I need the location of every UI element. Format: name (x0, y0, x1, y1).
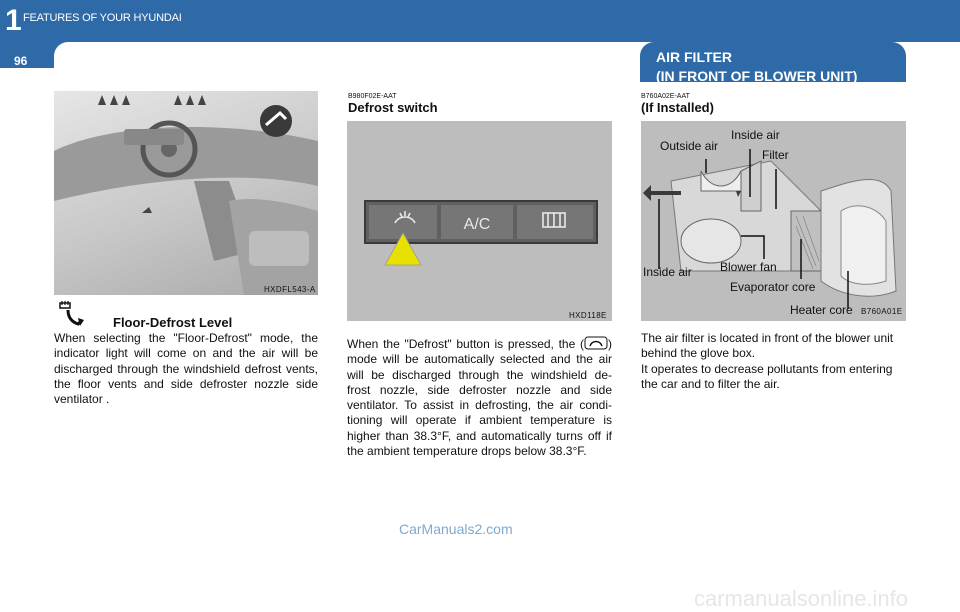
image-code-1: HXDFL543-A (264, 285, 316, 294)
image-code-2: HXD118E (569, 311, 607, 320)
label-outside-air: Outside air (660, 139, 719, 153)
air-filter-title (656, 48, 857, 86)
label-filter: Filter (762, 148, 789, 162)
watermark-carmanualsonline: carmanualsonline.info (694, 586, 909, 611)
floor-defrost-subtitle: Floor-Defrost Level (113, 315, 233, 330)
switch-panel-drawing (347, 121, 612, 321)
chapter-title: FEATURES OF YOUR HYUNDAI (23, 12, 182, 24)
label-inside-air-left: Inside air (643, 265, 692, 279)
dashboard-illustration (54, 91, 318, 295)
watermark-carmanuals2[interactable]: CarManuals2.com (399, 521, 513, 537)
floor-defrost-text: When selecting the "Floor-Defrost" mode, the indicator light will come on and the air will be discharged through the windshield defrost vents, the floor vents and side defroster nozzle side ventilator . (54, 331, 318, 407)
air-filter-section-code: B760A02E-AAT (641, 93, 690, 100)
label-blower-fan: Blower fan (720, 260, 777, 274)
defrost-switch-illustration (347, 121, 612, 321)
defrost-inline-icon (584, 336, 608, 350)
air-filter-text (641, 331, 907, 392)
defrost-text-start: When the "Defrost" button is pressed, the ( (347, 337, 584, 351)
page-number: 96 (14, 54, 28, 68)
defrost-section-code: B980F02E-AAT (348, 93, 397, 100)
ac-button-label: A/C (463, 216, 491, 233)
air-filter-section-title: (If Installed) (641, 100, 714, 115)
defrost-text (347, 336, 612, 459)
label-evaporator-core: Evaporator core (730, 280, 816, 294)
air-filter-title-line2: (IN FRONT OF BLOWER UNIT) (656, 68, 858, 84)
dashboard-drawing (54, 91, 318, 295)
rear-defrost-button (517, 205, 593, 239)
image-code-3: B760A01E (861, 307, 903, 316)
defrost-text-rest: ) mode will be automatically selected and the air will be discharged through the windshield de- frost nozzle, side defroster nozzle and side ventilator. To assist in defrosting, the air condi- tioning will operate if ambient temperature is higher than 38.3°F, and automatically turns off if the ambient temperature drops below 38.3°F. (347, 337, 612, 459)
air-filter-title-line1: AIR FILTER (656, 49, 732, 65)
air-filter-text-line2: It operates to decrease pollutants from entering the car and to filter the air. (641, 361, 893, 391)
defrost-section-title: Defrost switch (348, 100, 438, 115)
defrost-mode-icon (260, 105, 292, 137)
air-filter-text-line1: The air filter is located in front of the blower unit behind the glove box. (641, 331, 894, 361)
label-inside-air-top: Inside air (731, 128, 780, 142)
floor-defrost-icon (58, 300, 88, 328)
label-heater-core: Heater core (790, 303, 853, 317)
chapter-number: 1 (5, 4, 22, 37)
